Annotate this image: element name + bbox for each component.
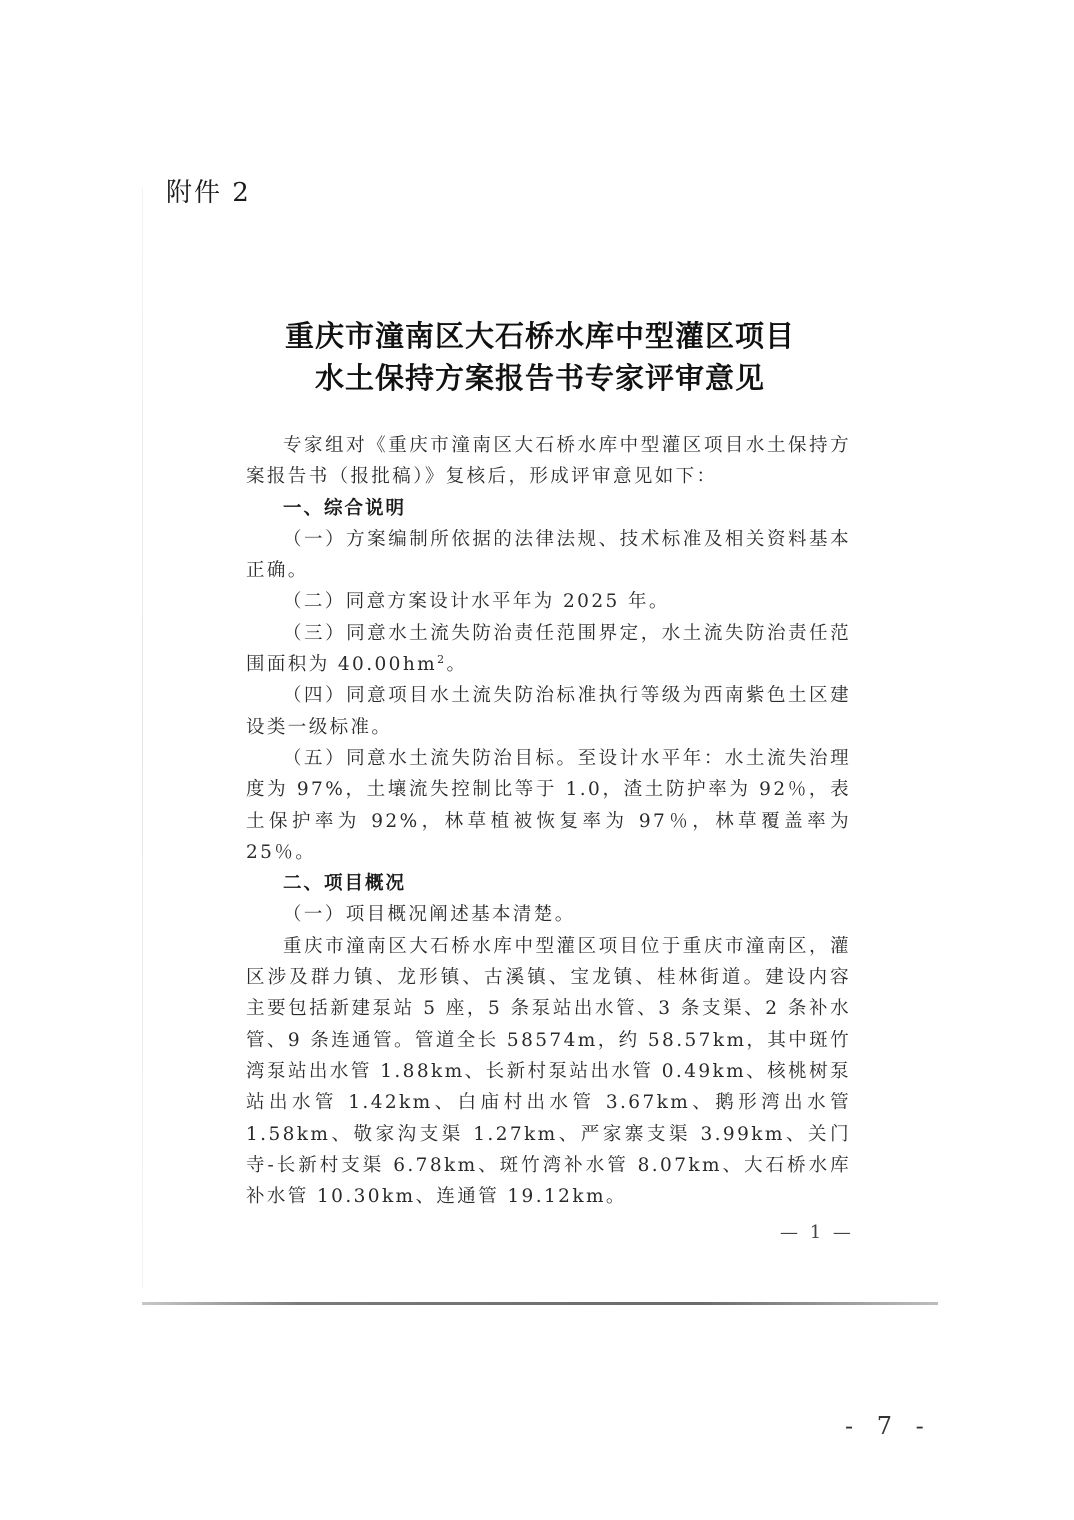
inner-page-number: — 1 — xyxy=(780,1222,854,1243)
section-2-item-1: （一）项目概况阐述基本清楚。 xyxy=(283,904,576,926)
area-unit-superscript: 2 xyxy=(437,652,447,666)
section-2-paragraph: 重庆市潼南区大石桥水库中型灌区项目位于重庆市潼南区，灌区涉及群力镇、龙形镇、古溪镇、宝龙镇、桂林街道。建设内容主要包括新建泵站 5 座，5 条泵站出水管、3 条支渠、2 条补水管、9 条连通管。管道全长 58574m，约 58.57km，其中斑竹湾泵站出水管 1.88km、长新村泵站出水管 0.49km、核桃树泵站出水管 1.42km、白庙村出水管 3.67km、鹅形湾出水管 1.58km、敬家沟支渠 1.27km、严家寨支渠 3.99km、关门寺-长新村支渠 6.78km、斑竹湾补水管 8.07km、大石桥水库补水管 10.30km、连通管 19.12km。 xyxy=(246,935,851,1208)
document-title-line-2: 水土保持方案报告书专家评审意见 xyxy=(314,361,765,395)
section-1-item-3 xyxy=(246,618,851,681)
document-body xyxy=(246,430,851,1212)
intro-paragraph: 专家组对《重庆市潼南区大石桥水库中型灌区项目水土保持方案报告书（报批稿）》复核后，形成评审意见如下： xyxy=(246,435,851,488)
section-1-item-5: （五）同意水土流失防治目标。至设计水平年：水土流失治理度为 97%，土壤流失控制比等于 1.0，渣土防护率为 92％，表土保护率为 92%，林草植被恢复率为 97％，林草覆盖率为 25％。 xyxy=(246,747,851,863)
section-1-item-1: （一）方案编制所依据的法律法规、技术标准及相关资料基本正确。 xyxy=(246,528,851,582)
scan-bottom-edge-line xyxy=(142,1302,938,1305)
document-title-line-1: 重庆市潼南区大石桥水库中型灌区项目 xyxy=(284,319,795,353)
outer-page-number: - 7 - xyxy=(845,1412,932,1440)
section-2-heading: 二、项目概况 xyxy=(283,873,407,895)
section-1-item-3-text: （三）同意水土流失防治责任范围界定，水土流失防治责任范围面积为 40.00hm xyxy=(246,622,851,676)
section-1-item-3-end: 。 xyxy=(446,654,468,676)
section-1-item-4: （四）同意项目水土流失防治标准执行等级为西南紫色土区建设类一级标准。 xyxy=(246,685,851,738)
attachment-label: 附件 2 xyxy=(166,178,251,208)
section-1-item-2: （二）同意方案设计水平年为 2025 年。 xyxy=(283,591,670,613)
section-1-heading: 一、综合说明 xyxy=(283,497,407,519)
